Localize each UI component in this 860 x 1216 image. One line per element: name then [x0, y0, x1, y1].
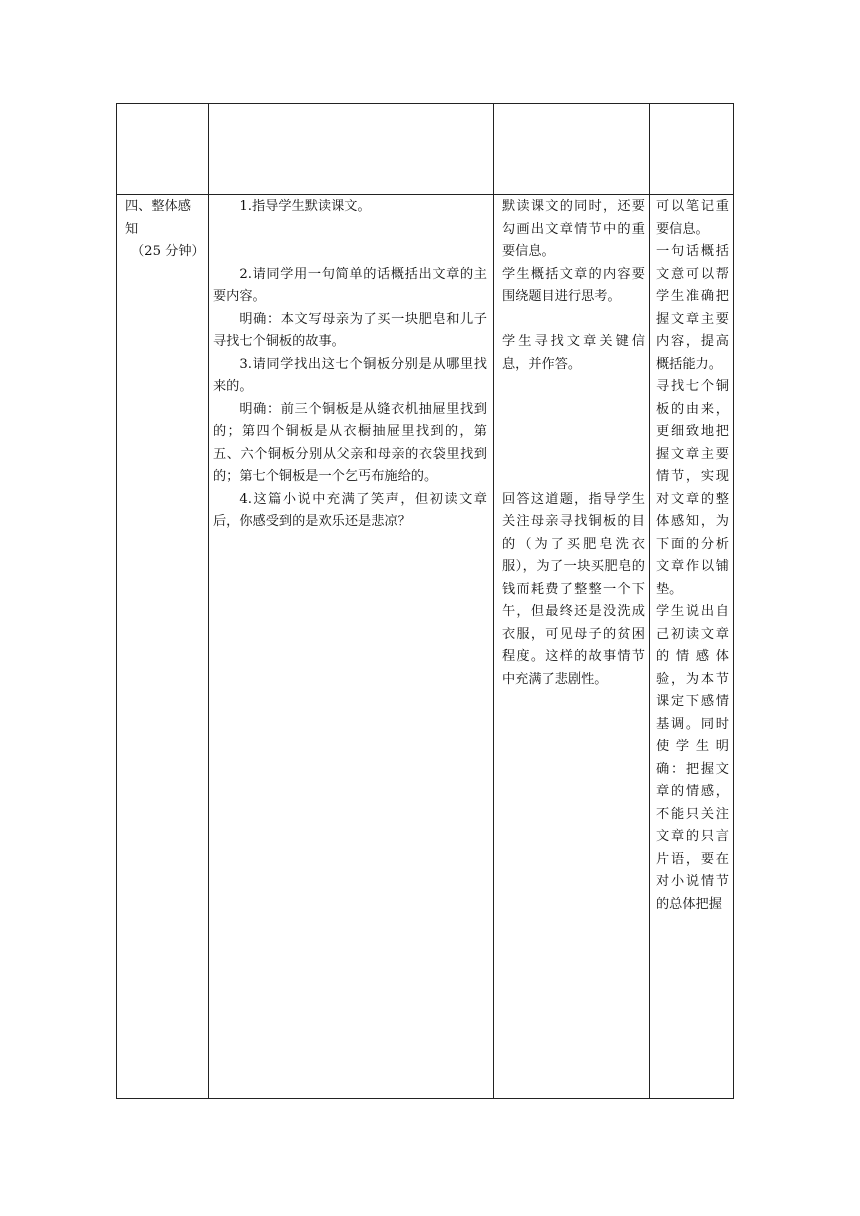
intent-paragraph: 寻找七个铜板的由来，更细致地把握文章主要情节，实现对文章的整体感知，为下面的分析文章作以铺垫。: [656, 379, 729, 597]
student-paragraph: 默读课文的同时，还要勾画出文章情节中的重要信息。: [502, 199, 645, 259]
design-intent-cell: [650, 195, 734, 1099]
student-paragraph: 学生寻找文章关键信息，并作答。: [502, 334, 645, 372]
stage-row: [117, 195, 734, 1099]
student-activity-cell: [494, 195, 650, 1099]
intent-paragraph: 一句话概括文意可以帮学生准确把握文章主要内容，提高概括能力。: [656, 244, 729, 372]
teacher-paragraph: 1.指导学生默读课文。: [239, 199, 371, 214]
lesson-plan-table: [116, 103, 734, 1099]
intent-paragraph: 可以笔记重要信息。: [656, 199, 729, 237]
teacher-activity-cell: [209, 195, 494, 1099]
blank-cell: [117, 104, 209, 195]
stage-title-line2: 知: [125, 221, 139, 237]
blank-cell: [209, 104, 494, 195]
intent-paragraph: 学生说出自己初读文章的情感体验，为本节课定下感情基调。同时使学生明确：把握文章的情感，不能只关注文章的只言片语，要在对小说情节的总体把握: [656, 604, 729, 912]
blank-row: [117, 104, 734, 195]
blank-cell: [650, 104, 734, 195]
teacher-paragraph: 明确：本文写母亲为了买一块肥皂和儿子寻找七个铜板的故事。: [213, 311, 487, 349]
stage-title-line1: 四、整体感: [125, 199, 191, 214]
teacher-paragraph: 2.请同学用一句简单的话概括出文章的主要内容。: [213, 266, 487, 304]
teacher-paragraph: 明确：前三个铜板是从缝衣机抽屉里找到的；第四个铜板是从衣橱抽屉里找到的，第五、六个铜板分别从父亲和母亲的衣袋里找到的；第七个铜板是一个乞丐布施给的。: [213, 401, 487, 484]
student-paragraph: 回答这道题，指导学生关注母亲寻找铜板的目的（为了买肥皂洗衣服），为了一块买肥皂的钱而耗费了整整一个下午，但最终还是没洗成衣服，可见母子的贫困程度。这样的故事情节中充满了悲剧性。: [502, 491, 645, 687]
student-paragraph: 学生概括文章的内容要围绕题目进行思考。: [502, 266, 645, 304]
stage-cell: [117, 195, 209, 1099]
stage-duration: （25 分钟）: [131, 244, 205, 259]
teacher-paragraph: 3.请同学找出这七个铜板分别是从哪里找来的。: [213, 356, 487, 394]
teacher-paragraph: 4.这篇小说中充满了笑声，但初读文章后，你感受到的是欢乐还是悲凉？: [213, 491, 487, 529]
blank-cell: [494, 104, 650, 195]
